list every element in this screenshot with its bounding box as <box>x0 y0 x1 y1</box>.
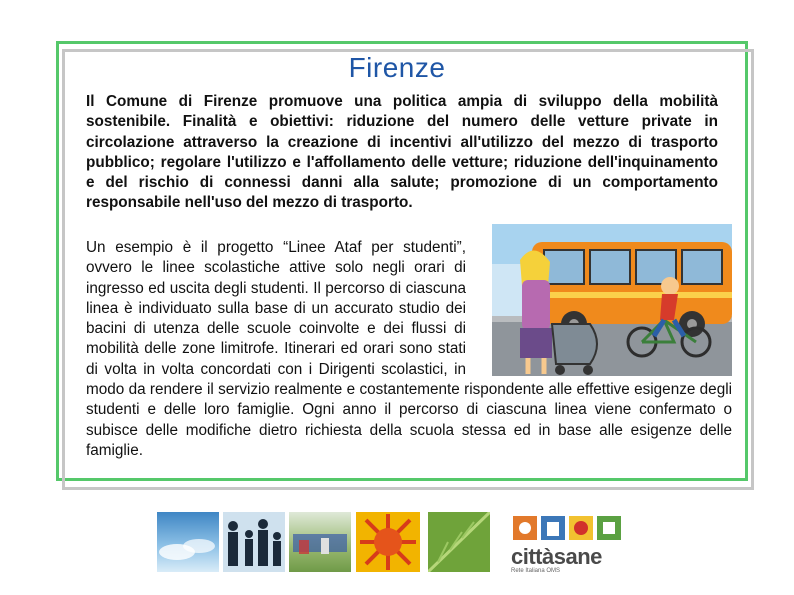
sky-photo-logo <box>157 512 219 572</box>
people-icon <box>223 512 285 572</box>
cloud-icon <box>157 512 219 572</box>
citta-sane-logo <box>511 512 631 576</box>
brand-tagline: Rete Italiana OMS <box>511 568 561 574</box>
intro-paragraph: Il Comune di Firenze promuove una politica ampia di sviluppo della mobilità sostenibile. Finalità e obiettivi: riduzione del numero delle vetture private in circolazione attraverso la creazione di incentivi all'utilizzo del mezzo di trasporto pubblico; regolare l'utilizzo e l'affollamento delle vetture; riduzione dell'inquinamento e del rischio di connessi danni alla salute; promozione di un comportamento responsabile nell'uso del mezzo di trasporto. <box>86 93 718 212</box>
group-photo-icon <box>289 512 351 572</box>
page-title: Firenze <box>348 52 446 83</box>
crowd-photo-logo <box>289 512 351 572</box>
sun-logo <box>356 512 420 572</box>
body-paragraph <box>86 238 732 461</box>
sun-icon <box>356 512 420 572</box>
body-text: Un esempio è il progetto “Linee Ataf per studenti”, ovvero le linee scolastiche attive solo negli orari di ingresso ed uscita degli studenti. Il percorso di ciascuna linea è individuato sulla base di un accurato studio dei bacini di utenza delle scuole coinvolte e dei flussi di mobilità delle zone limitrofe. Itinerari ed orari sono stati di volta in volta concordati con i Dirigenti scolastici, in modo da rendere il servizio realmente e costantemente rispondente alle effettive esigenze degli studenti e delle loro famiglie. Ogni anno il percorso di ciascuna linea viene confermato o subisce delle modifiche dietro richiesta della scuola stessa ed in base alle esigenze delle famiglie. <box>86 239 732 459</box>
leaf-logo <box>428 512 490 572</box>
city-icon <box>511 512 631 542</box>
brand-name: cittàsane <box>511 544 602 569</box>
leaf-icon <box>428 512 490 572</box>
people-silhouettes-logo <box>223 512 285 572</box>
illustration-bus-cyclist <box>492 224 732 376</box>
